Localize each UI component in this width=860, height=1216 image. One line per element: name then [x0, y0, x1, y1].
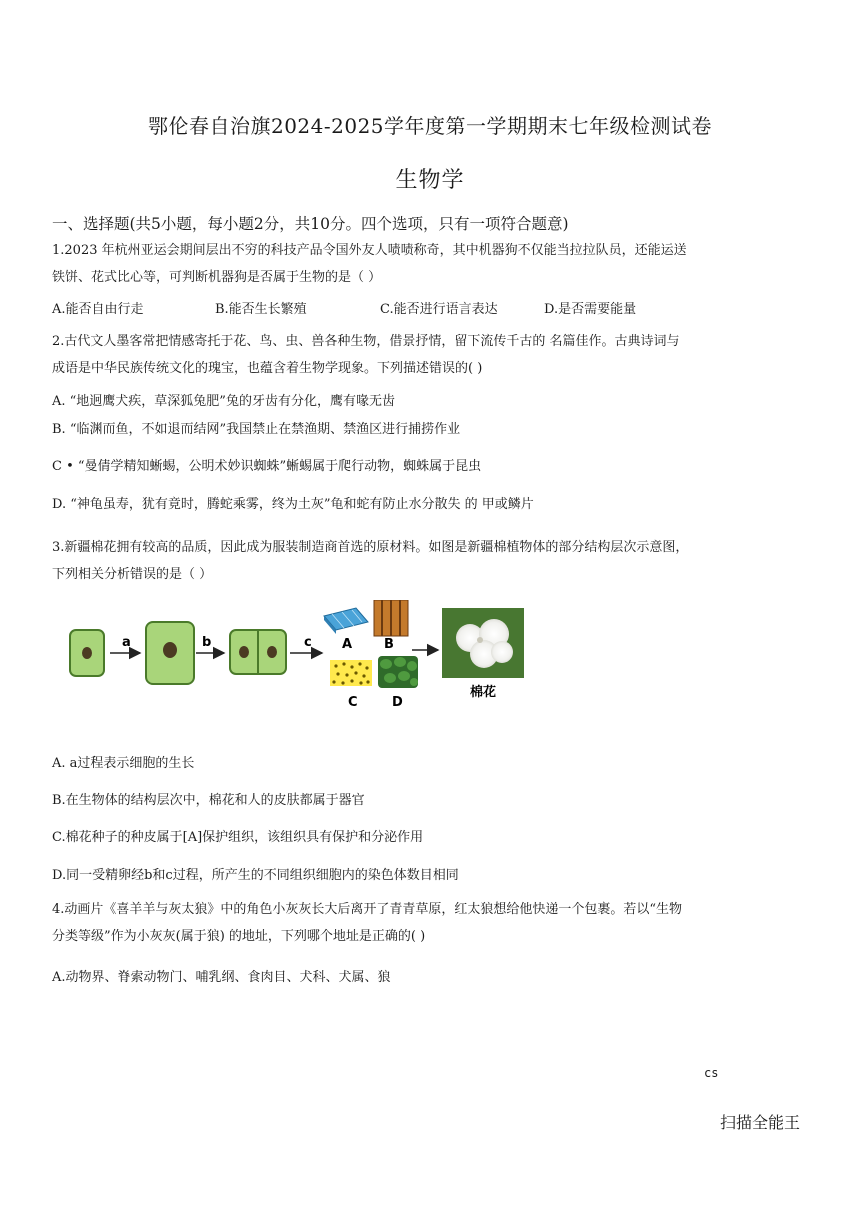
arrow-b-label: b — [202, 635, 212, 650]
q1-option-b: B.能否生长繁殖 — [215, 302, 307, 317]
subject-title: 生物学 — [395, 168, 465, 193]
single-cell-grown — [146, 622, 194, 684]
q4-stem-line2: 分类等级”作为小灰灰(属于狼) 的地址，下列哪个地址是正确的( ) — [52, 929, 426, 944]
q4-option-a: A.动物界、脊索动物门、哺乳纲、食肉目、犬科、犬属、狼 — [52, 970, 391, 985]
q2-option-d: D. “神龟虽寿，犹有竟时，腾蛇乘雾，终为土灰”龟和蛇有防止水分散失 的 甲或鳞片 — [52, 497, 534, 512]
divided-cells — [230, 630, 286, 674]
single-cell-small — [70, 630, 104, 676]
tissue-c-image — [330, 660, 372, 686]
q3-option-c: C.棉花种子的种皮属于[A]保护组织，该组织具有保护和分泌作用 — [52, 830, 424, 845]
tissue-b-image — [374, 600, 408, 636]
q3-stem-line2: 下列相关分析错误的是（ ） — [52, 567, 213, 582]
tissue-d-image — [378, 656, 418, 688]
arrow-c-label: c — [304, 635, 312, 650]
scanner-logo-text: cs — [704, 1066, 719, 1080]
arrow-a-label: a — [122, 635, 131, 650]
tissue-b-label: B — [384, 637, 394, 652]
q3-option-a: A. a过程表示细胞的生长 — [52, 756, 195, 771]
q2-stem-line2: 成语是中华民族传统文化的瑰宝，也蕴含着生物学现象。下列描述错误的( ) — [52, 361, 483, 376]
section-heading: 一、选择题(共5小题，每小题2分，共10分。四个选项，只有一项符合题意) — [52, 215, 569, 233]
tissue-d-label: D — [392, 695, 403, 710]
q2-stem-line1: 2.古代文人墨客常把情感寄托于花、鸟、虫、兽各种生物，借景抒情，留下流传千古的 名篇佳作。古典诗词与 — [52, 334, 680, 349]
exam-title: 鄂伦春自治旗2024-2025学年度第一学期期末七年级检测试卷 — [147, 114, 713, 138]
q1-stem-line1: 1.2023 年杭州亚运会期间层出不穷的科技产品令国外友人啧啧称奇，其中机器狗不仅能当拉拉队员，还能运送 — [52, 243, 687, 258]
q2-option-a: A. “地迥鹰犬疾，草深狐兔肥”兔的牙齿有分化，鹰有喙无齿 — [52, 394, 395, 409]
tissue-a-label: A — [342, 637, 353, 652]
tissue-a-image — [324, 608, 368, 634]
q2-option-c: C • “曼倩学精知蜥蜴，公明术妙识蜘蛛”蜥蜴属于爬行动物，蜘蛛属于昆虫 — [52, 459, 482, 474]
q1-option-c: C.能否进行语言表达 — [380, 302, 498, 317]
cotton-label: 棉花 — [470, 685, 497, 700]
q4-stem-line1: 4.动画片《喜羊羊与灰太狼》中的角色小灰灰长大后离开了青青草原，红太狼想给他快递一个包裹。若以“生物 — [52, 902, 683, 917]
q3-option-b: B.在生物体的结构层次中，棉花和人的皮肤都属于器官 — [52, 793, 365, 808]
tissue-c-label: C — [348, 695, 358, 710]
scanner-app-name: 扫描全能王 — [720, 1113, 801, 1132]
q2-option-b: B. “临渊而鱼，不如退而结网”我国禁止在禁渔期、禁渔区进行捕捞作业 — [52, 422, 461, 437]
q1-option-a: A.能否自由行走 — [52, 302, 144, 317]
q3-stem-line1: 3.新疆棉花拥有较高的品质，因此成为服装制造商首选的原材料。如图是新疆棉植物体的部分结构层次示意图， — [52, 540, 689, 555]
q1-option-d: D.是否需要能量 — [544, 302, 637, 317]
cotton-structure-diagram — [66, 600, 536, 720]
cotton-boll-image — [442, 608, 524, 678]
q1-stem-line2: 铁饼、花式比心等，可判断机器狗是否属于生物的是（ ） — [52, 270, 382, 285]
q3-option-d: D.同一受精卵经b和c过程，所产生的不同组织细胞内的染色体数目相同 — [52, 868, 459, 883]
